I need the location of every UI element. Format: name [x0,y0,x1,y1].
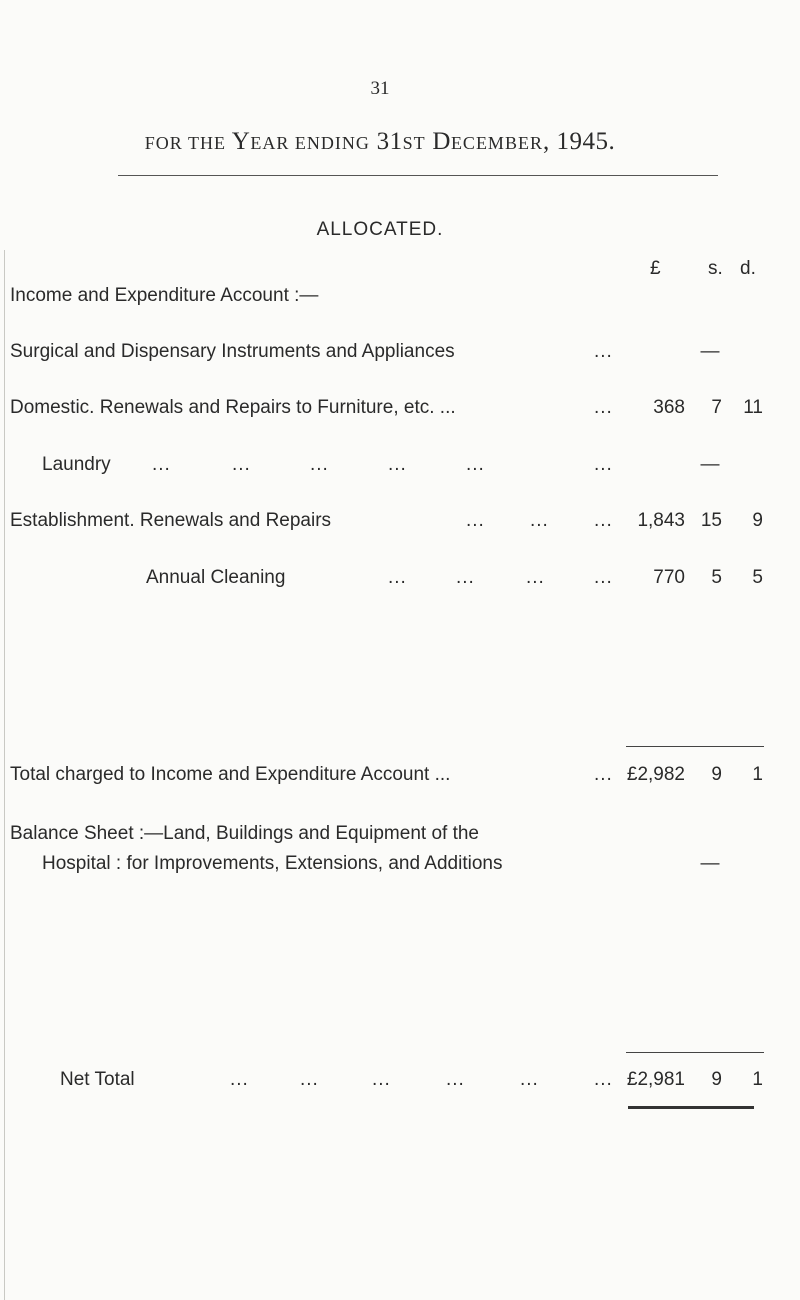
row-annual-cleaning-pence: 5 [752,567,763,588]
row-annual-cleaning-leaders-1: ... [388,567,407,588]
heading-word-for-the: FOR THE [144,133,226,153]
page-number: 31 [370,78,390,99]
row-net-total-pounds: £2,981 [626,1069,685,1090]
row-establishment-shillings: 15 [700,510,722,531]
row-balance-sheet-line2: Hospital : for Improvements, Extensions, and Additions [42,853,503,874]
row-balance-sheet-value: — [700,853,720,874]
row-domestic-shillings: 7 [711,397,722,418]
row-total-charged-pounds: £2,982 [626,764,685,785]
page-edge-line [4,250,5,1300]
row-annual-cleaning-leaders-4: ... [594,567,613,588]
column-shillings-header: s. [708,258,723,279]
row-domestic-pounds: 368 [653,397,685,418]
row-total-charged-pence: 1 [752,764,763,785]
row-annual-cleaning-leaders-3: ... [526,567,545,588]
section-subheading: ALLOCATED. [316,219,444,240]
row-annual-cleaning-pounds: 770 [653,567,685,588]
heading-day-suffix: ST [402,133,426,153]
column-pence-header: d. [740,258,756,279]
heading-day: 31 [376,128,403,155]
row-surgical-value: — [700,341,720,362]
row-establishment-leaders-2: ... [530,510,549,531]
column-pounds-header: £ [650,258,661,279]
row-annual-cleaning-label: Annual Cleaning [146,567,286,588]
row-laundry-value: — [700,454,720,475]
row-laundry-leaders-2: ... [232,454,251,475]
row-surgical-leaders: ... [594,341,613,362]
row-net-total-leaders-6: ... [594,1069,613,1090]
row-laundry-label: Laundry [42,454,111,475]
row-domestic-leaders: ... [594,397,613,418]
row-laundry-leaders-5: ... [466,454,485,475]
row-laundry-leaders-3: ... [310,454,329,475]
row-net-total-pence: 1 [752,1069,763,1090]
row-establishment-label: Establishment. Renewals and Repairs [10,510,332,531]
row-net-total-leaders-4: ... [446,1069,465,1090]
row-net-total-leaders-1: ... [230,1069,249,1090]
row-establishment-pounds: 1,843 [637,510,685,531]
subtotal-rule [626,746,764,747]
row-net-total-leaders-3: ... [372,1069,391,1090]
row-annual-cleaning-leaders-2: ... [456,567,475,588]
row-annual-cleaning-shillings: 5 [711,567,722,588]
heading-month-rest: ECEMBER [450,133,543,153]
row-laundry-leaders-6: ... [594,454,613,475]
net-total-top-rule [626,1052,764,1053]
net-total-underline [628,1106,754,1109]
row-domestic-label: Domestic. Renewals and Repairs to Furniture, etc. ... [10,397,456,418]
row-total-charged-shillings: 9 [711,764,722,785]
heading-year-rest: EAR ENDING [250,133,370,153]
row-establishment-leaders-1: ... [466,510,485,531]
row-laundry-leaders-4: ... [388,454,407,475]
row-net-total-shillings: 9 [711,1069,722,1090]
heading-rule [118,175,718,176]
row-surgical-label: Surgical and Dispensary Instruments and Appliances [10,341,455,362]
heading-year: , 1945. [542,128,616,155]
row-net-total-leaders-5: ... [520,1069,539,1090]
row-establishment-leaders-3: ... [594,510,613,531]
row-balance-sheet-line1: Balance Sheet :—Land, Buildings and Equipment of the [10,823,479,844]
heading-year-initial: Y [231,128,251,155]
row-total-charged-label: Total charged to Income and Expenditure Account ... [10,764,451,785]
row-establishment-pence: 9 [752,510,763,531]
income-expenditure-heading: Income and Expenditure Account :— [10,285,319,306]
row-laundry-leaders-1: ... [152,454,171,475]
page-heading [0,128,760,156]
row-net-total-label: Net Total [60,1069,135,1090]
row-total-charged-leaders: ... [594,764,613,785]
row-domestic-pence: 11 [743,397,763,418]
heading-month-initial: D [432,128,451,155]
row-net-total-leaders-2: ... [300,1069,319,1090]
